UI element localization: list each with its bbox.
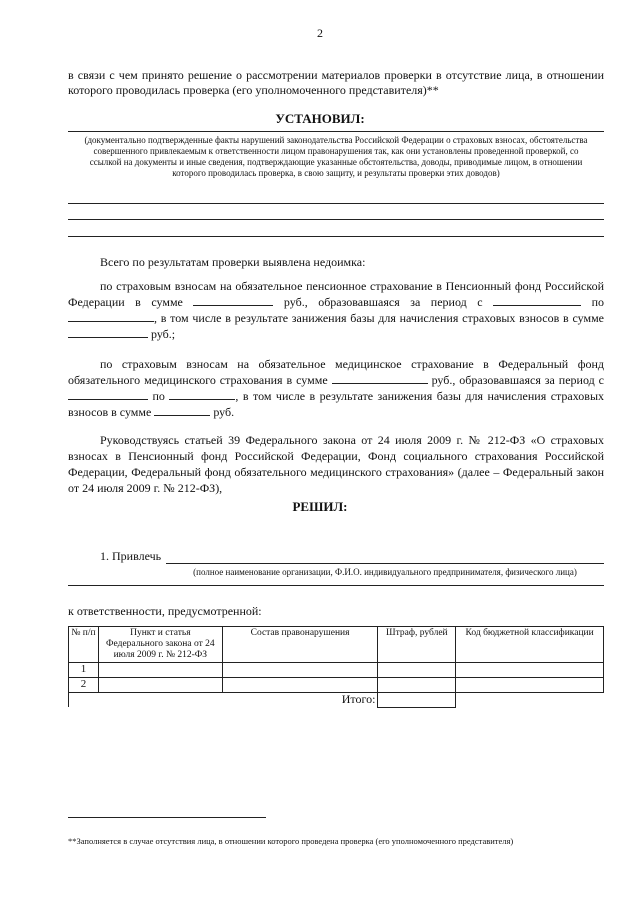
col-header-number: № п/п [69, 627, 99, 663]
col-header-budget-code: Код бюджетной классификации [456, 627, 604, 663]
established-line-4 [68, 236, 604, 237]
col-header-article: Пункт и статья Федерального закона от 24 июля 2009 г. № 212-ФЗ [98, 627, 222, 663]
pension-period-to-field[interactable] [68, 310, 154, 322]
article-cell[interactable] [98, 663, 222, 678]
pension-amount-field[interactable] [193, 294, 273, 306]
article-cell[interactable] [98, 678, 222, 693]
table-row [69, 663, 604, 678]
legal-basis-paragraph: Руководствуясь статьей 39 Федерального закона от 24 июля 2009 г. № 212-ФЗ «О страховых взносах в Пенсионный фонд Российской Федерации, Фонд социального страхования Российской Федерации, Федеральный фонд обязательного медицинского страхования» (далее – Федеральный закон от 24 июля 2009 г. № 212-ФЗ), [68, 433, 604, 495]
established-line-3 [68, 219, 604, 220]
heading-established: УСТАНОВИЛ: [275, 111, 365, 126]
liability-text: к ответственности, предусмотренной: [68, 604, 262, 618]
item1-name-field[interactable] [166, 563, 604, 564]
medical-text-5: руб. [213, 405, 235, 419]
table-header-row [69, 627, 604, 663]
row-number: 2 [69, 678, 99, 693]
medical-text-3: по [152, 389, 165, 403]
pension-text-5: руб.; [151, 327, 176, 341]
total-arrears-text: Всего по результатам проверки выявлена недоимка: [100, 255, 366, 269]
table-total-row [69, 693, 604, 708]
budget-code-cell[interactable] [456, 663, 604, 678]
pension-period-from-field[interactable] [493, 294, 581, 306]
pension-text-3: по [591, 295, 605, 309]
col-header-fine: Штраф, рублей [378, 627, 456, 663]
pension-text-1: по страховым взносам на обязательное пенсионное страхование в Пенсионный фонд Российской Федерации в сумме [68, 279, 604, 309]
col-header-offense: Состав правонарушения [222, 627, 378, 663]
medical-text-2: руб., образовавшаяся за период с [431, 373, 605, 387]
established-line-2 [68, 203, 604, 204]
table-row [69, 678, 604, 693]
liability-table [68, 626, 604, 708]
pension-text-4: , в том числе в результате занижения базы для начисления страховых взносов в сумме [154, 311, 604, 325]
budget-code-cell[interactable] [456, 678, 604, 693]
offense-cell[interactable] [222, 663, 378, 678]
medical-paragraph [68, 356, 604, 420]
total-empty-cell [456, 693, 604, 708]
pension-paragraph [68, 278, 604, 342]
item1-name-field-line-2[interactable] [68, 585, 604, 586]
offense-cell[interactable] [222, 678, 378, 693]
medical-period-from-field[interactable] [68, 388, 148, 400]
row-number: 1 [69, 663, 99, 678]
medical-text-4: , в том числе в результате занижения базы для начисления страховых взносов в сумме [68, 389, 605, 419]
medical-period-to-field[interactable] [169, 388, 235, 400]
fine-cell[interactable] [378, 678, 456, 693]
medical-amount-field[interactable] [332, 372, 428, 384]
footnote-text: **Заполняется в случае отсутствия лица, в отношении которого проведена проверка (его уполномоченного представителя) [68, 836, 514, 846]
medical-text-1: по страховым взносам на обязательное медицинское страхование в Федеральный фонд обязательного медицинского страхования в сумме [68, 357, 604, 387]
pension-text-2: руб., образовавшаяся за период с [283, 295, 483, 309]
heading-decided: РЕШИЛ: [292, 499, 348, 514]
total-label: Итого: [69, 693, 378, 708]
page-number: 2 [317, 26, 323, 40]
item1-hint: (полное наименование организации, Ф.И.О. индивидуального предпринимателя, физического лица) [193, 567, 577, 577]
footnote-separator [68, 817, 266, 818]
total-fine-cell[interactable] [378, 693, 456, 708]
established-hint: (документально подтвержденные факты нарушений законодательства Российской Федерации о страховых взносах, обстоятельства совершенного привлекаемым к ответственности лицом правонарушения так, как они установлены проведенной проверкой, со ссылкой на документы и иные сведения, подтверждающие указанные обстоятельства, доводы, приводимые лицом, в отношении которого проводилась проверка, в свою защиту, и результаты проверки этих доводов) [84, 135, 588, 178]
fine-cell[interactable] [378, 663, 456, 678]
medical-base-amount-field[interactable] [154, 404, 210, 416]
intro-paragraph: в связи с чем принято решение о рассмотрении материалов проверки в отсутствие лица, в отношении которого проводилась проверка (его уполномоченного представителя)** [68, 68, 604, 97]
established-line-1 [68, 131, 604, 132]
pension-base-amount-field[interactable] [68, 326, 148, 338]
item1-label: 1. Привлечь [100, 549, 162, 563]
